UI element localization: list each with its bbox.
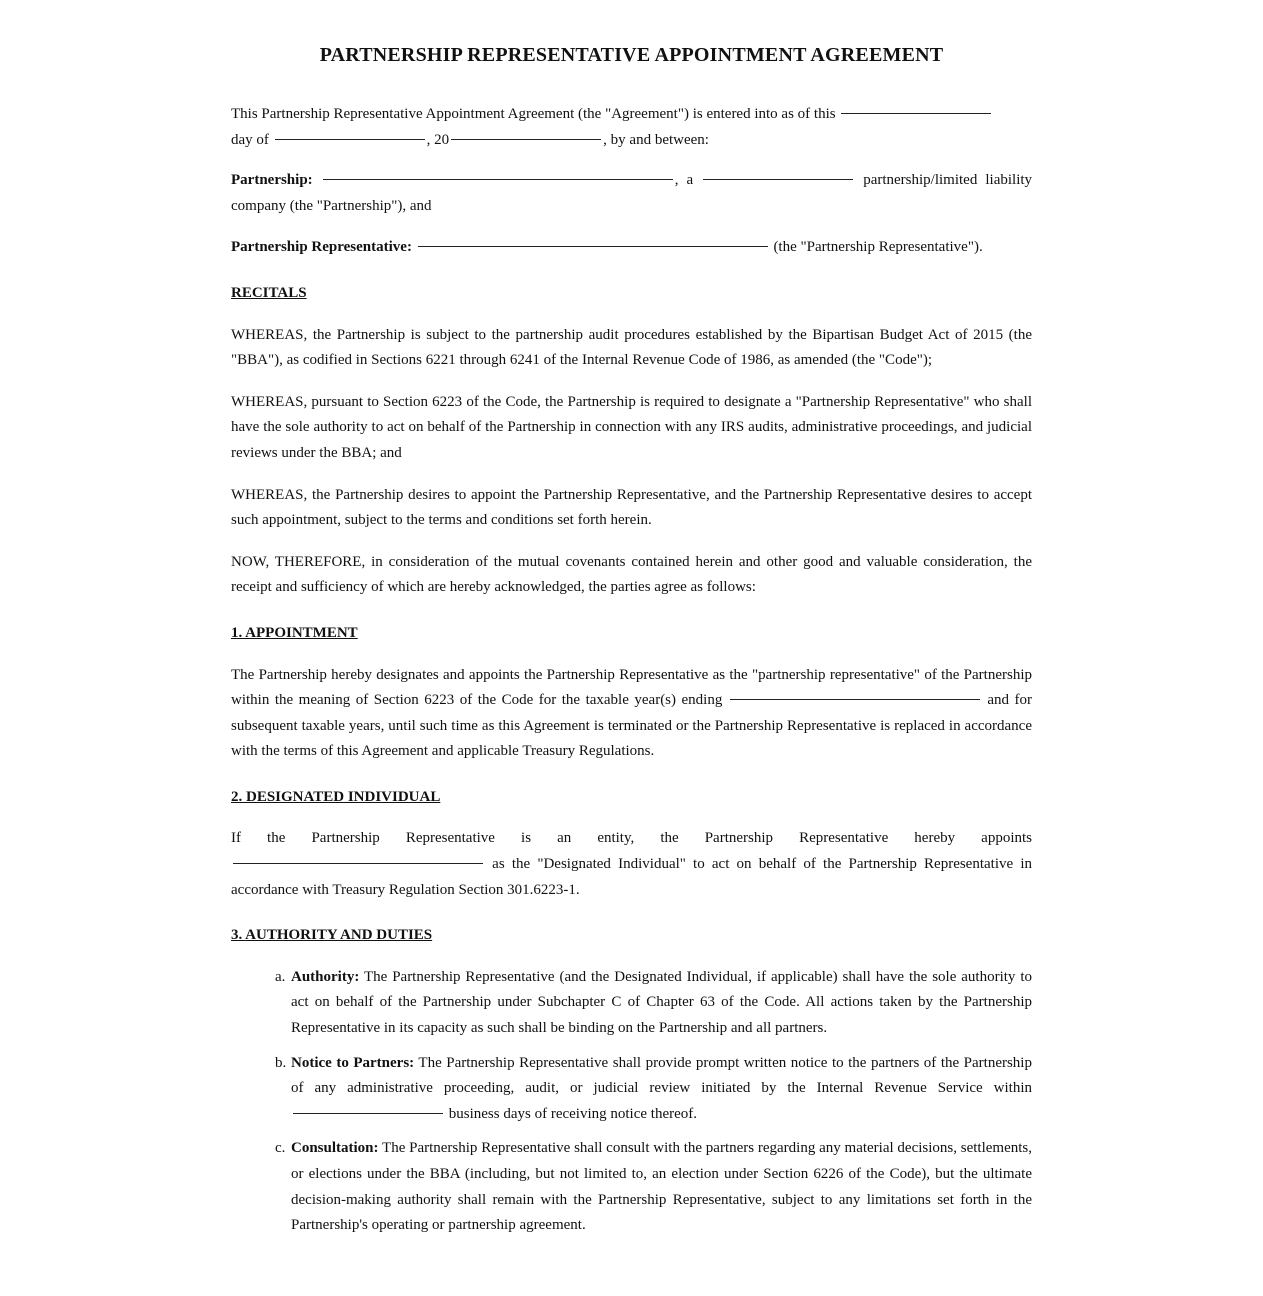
authority-label: Authority: (291, 968, 360, 985)
section-1-text-1: The Partnership hereby designates and appoints the Partnership Representative as the "partnership representative" of the Partnership within the meaning of Section 6223 of the Code for the taxable year(s) ending (231, 666, 1032, 709)
representative-label: Partnership Representative: (231, 239, 412, 256)
section-1-paragraph (231, 663, 1032, 765)
document-title: PARTNERSHIP REPRESENTATIVE APPOINTMENT AGREEMENT (319, 44, 944, 66)
partnership-paragraph (231, 168, 1032, 219)
section-1-heading: 1. APPOINTMENT (231, 624, 358, 641)
partnership-state-blank[interactable] (703, 178, 853, 180)
consultation-text: The Partnership Representative shall consult with the partners regarding any material decisions, settlements, or elections under the BBA (including, but not limited to, an election under Section 6226 of the Code), but the ultimate decision-making authority shall remain with the Partnership Representative, subject to any limitations set forth in the Partnership's operating or partnership agreement. (291, 1140, 1033, 1234)
representative-paragraph (231, 235, 1032, 261)
whereas-2: WHEREAS, pursuant to Section 6223 of the Code, the Partnership is required to designate a "Partnership Representative" who shall have the sole authority to act on behalf of the Partnership in connection with any IRS audits, administrative proceedings, and judicial reviews under the BBA; and (231, 393, 1032, 461)
recitals-heading: RECITALS (231, 284, 307, 301)
notice-text: The Partnership Representative shall provide prompt written notice to the partners of the Partnership of any administrative proceeding, audit, or judicial review initiated by the Internal Revenue Service within (291, 1054, 1032, 1097)
list-item-consultation (275, 1136, 1033, 1238)
section-2-text-2: as the "Designated Individual" to act on behalf of the Partnership Representative in accordance with Treasury Regulation Section 301.6223-1. (231, 856, 1032, 898)
designated-individual-blank[interactable] (233, 862, 483, 864)
consultation-label: Consultation: (291, 1140, 379, 1157)
notice-text-after: business days of receiving notice thereof. (448, 1105, 698, 1122)
intro-paragraph (231, 102, 1032, 153)
partnership-text-2: partnership/limited liability company (the "Partnership"), and (231, 172, 1033, 214)
now-therefore: NOW, THEREFORE, in consideration of the mutual covenants contained herein and other good and valuable consideration, the receipt and sufficiency of which are hereby acknowledged, the parties agree as follows: (231, 553, 1032, 596)
notice-label: Notice to Partners: (291, 1054, 415, 1071)
section-3-heading: 3. AUTHORITY AND DUTIES (231, 927, 433, 944)
partnership-label: Partnership: (231, 172, 313, 189)
representative-text: (the "Partnership Representative"). (773, 239, 983, 256)
section-2-text-1: If the Partnership Representative is an entity, the Partnership Representative hereby appoints (231, 830, 1032, 847)
list-marker: c. (275, 1140, 286, 1157)
whereas-1: WHEREAS, the Partnership is subject to the partnership audit procedures established by the Bipartisan Budget Act of 2015 (the "BBA"), as codified in Sections 6221 through 6241 of the Internal Revenue Code of 1986, as amended (the "Code"); (231, 326, 1032, 369)
section-2-heading: 2. DESIGNATED INDIVIDUAL (231, 788, 441, 805)
taxable-year-blank[interactable] (730, 698, 980, 700)
day-blank[interactable] (841, 112, 991, 114)
intro-text-3: , 20 (426, 131, 450, 148)
section-1-text-2: and for subsequent taxable years, until such time as this Agreement is terminated or the Partnership Representative is replaced in accordance with the terms of this Agreement and applicable Treasury Regulations. (231, 692, 1032, 760)
month-blank[interactable] (275, 138, 425, 140)
representative-name-blank[interactable] (418, 245, 768, 247)
whereas-3: WHEREAS, the Partnership desires to appoint the Partnership Representative, and the Partnership Representative desires to accept such appointment, subject to the terms and conditions set forth herein. (231, 486, 1032, 529)
list-marker: b. (275, 1054, 287, 1071)
partnership-text-1: , a (674, 172, 694, 189)
intro-text-4: , by and between: (603, 131, 709, 148)
business-days-blank[interactable] (293, 1112, 443, 1114)
authority-text: The Partnership Representative (and the Designated Individual, if applicable) shall have the sole authority to act on behalf of the Partnership under Subchapter C of Chapter 63 of the Code. All actions taken by the Partnership Representative in its capacity as such shall be binding on the Partnership and all partners. (291, 968, 1032, 1037)
year-blank[interactable] (451, 138, 601, 140)
intro-text-1: This Partnership Representative Appointment Agreement (the "Agreement") is entered into as of this (231, 106, 836, 122)
intro-text-2: day of (231, 131, 269, 148)
list-item-notice (275, 1051, 1032, 1128)
list-item-authority (275, 965, 1032, 1042)
document-body (231, 102, 1032, 1248)
list-marker: a. (275, 968, 286, 985)
duties-list (231, 965, 1032, 1239)
section-2-paragraph (231, 826, 1032, 903)
partnership-name-blank[interactable] (323, 178, 673, 180)
